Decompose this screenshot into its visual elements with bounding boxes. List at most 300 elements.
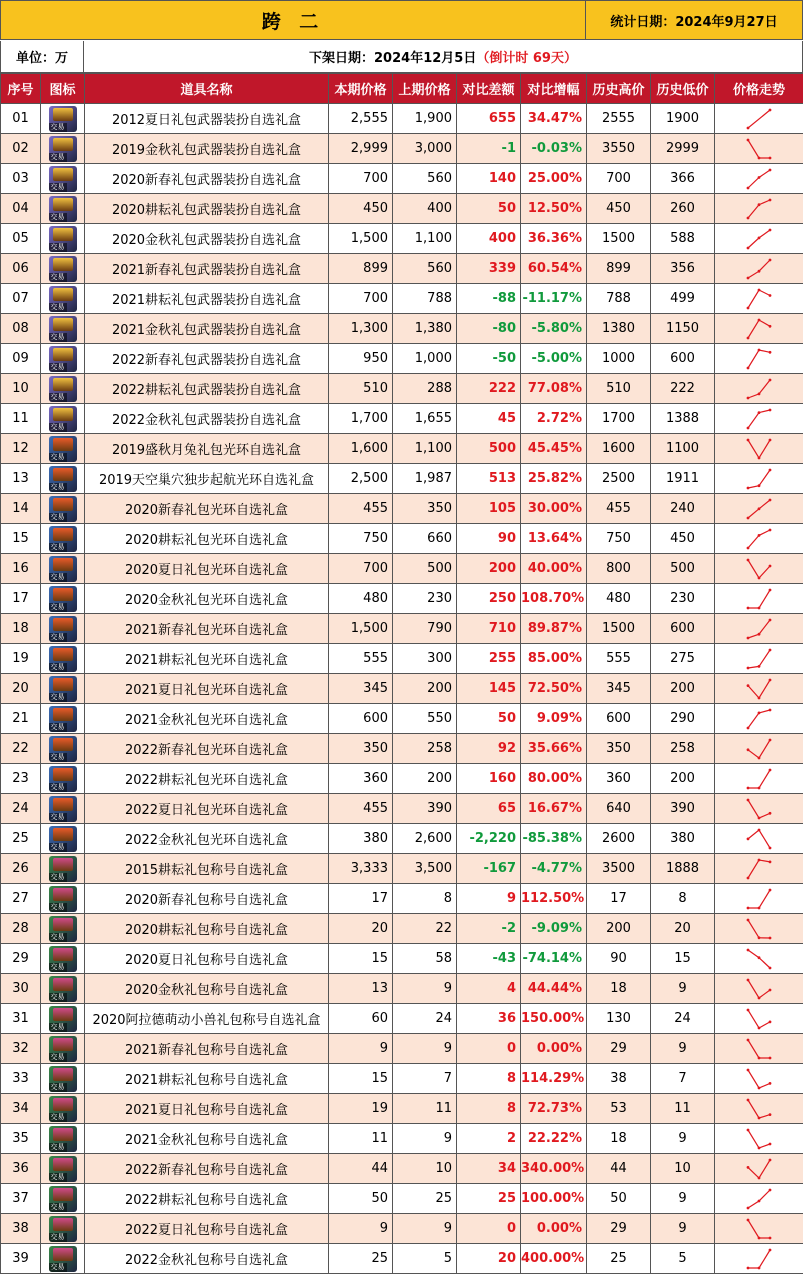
current-price: 700 xyxy=(329,164,393,194)
trade-tag: 交易 xyxy=(50,423,65,431)
current-price: 60 xyxy=(329,1004,393,1034)
sparkline-point xyxy=(747,1206,750,1209)
price-change-pct: -9.09% xyxy=(521,914,587,944)
price-trend xyxy=(715,1214,803,1244)
trade-tag: 交易 xyxy=(50,1053,65,1061)
previous-price: 22 xyxy=(393,914,457,944)
sparkline-line xyxy=(748,140,770,158)
price-difference: 2 xyxy=(457,1124,521,1154)
sparkline-point xyxy=(769,1020,772,1023)
sparkline-point xyxy=(747,516,750,519)
weapon-gift-icon xyxy=(49,226,77,252)
sparkline xyxy=(744,856,774,882)
previous-price: 10 xyxy=(393,1154,457,1184)
trade-tag: 交易 xyxy=(50,1173,65,1181)
sparkline-point xyxy=(758,156,761,159)
price-change-pct: 150.00% xyxy=(521,1004,587,1034)
sparkline-point xyxy=(758,936,761,939)
trade-tag: 交易 xyxy=(50,693,65,701)
trade-tag: 交易 xyxy=(50,453,65,461)
price-difference: 140 xyxy=(457,164,521,194)
history-high: 25 xyxy=(587,1244,651,1274)
trade-tag: 交易 xyxy=(50,183,65,191)
previous-price: 1,987 xyxy=(393,464,457,494)
item-name: 2022夏日礼包光环自选礼盒 xyxy=(85,794,329,824)
item-icon xyxy=(41,464,85,494)
col-current-price: 本期价格 xyxy=(329,74,393,104)
row-number: 11 xyxy=(1,404,41,434)
price-change-pct: 34.47% xyxy=(521,104,587,134)
gift-box-glyph xyxy=(53,378,73,391)
sparkline-line xyxy=(748,590,770,608)
gift-box-glyph xyxy=(53,1008,73,1021)
item-name: 2020金秋礼包称号自选礼盒 xyxy=(85,974,329,1004)
price-trend xyxy=(715,494,803,524)
trade-tag: 交易 xyxy=(50,393,65,401)
previous-price: 1,000 xyxy=(393,344,457,374)
price-trend xyxy=(715,584,803,614)
item-icon xyxy=(41,404,85,434)
price-difference: 655 xyxy=(457,104,521,134)
trade-tag: 交易 xyxy=(50,543,65,551)
price-change-pct: -11.17% xyxy=(521,284,587,314)
aura-gift-icon xyxy=(49,706,77,732)
sparkline-point xyxy=(758,996,761,999)
previous-price: 660 xyxy=(393,524,457,554)
gift-box-glyph xyxy=(53,498,73,511)
previous-price: 400 xyxy=(393,194,457,224)
gift-box-glyph xyxy=(53,738,73,751)
table-row xyxy=(1,674,803,704)
trade-tag: 交易 xyxy=(50,1263,65,1271)
item-icon xyxy=(41,554,85,584)
gift-box-glyph xyxy=(53,198,73,211)
sparkline-point xyxy=(747,1166,750,1169)
aura-gift-icon xyxy=(49,586,77,612)
aura-gift-icon xyxy=(49,436,77,462)
price-trend xyxy=(715,1004,803,1034)
price-trend xyxy=(715,344,803,374)
sparkline-point xyxy=(758,632,761,635)
previous-price: 1,655 xyxy=(393,404,457,434)
sparkline-point xyxy=(747,486,750,489)
history-low: 275 xyxy=(651,644,715,674)
item-name: 2021耕耘礼包武器装扮自选礼盒 xyxy=(85,284,329,314)
sparkline-point xyxy=(747,978,750,981)
table-row xyxy=(1,974,803,1004)
sparkline-line xyxy=(748,1040,770,1058)
price-change-pct: -5.00% xyxy=(521,344,587,374)
current-price: 1,300 xyxy=(329,314,393,344)
item-name: 2021耕耘礼包称号自选礼盒 xyxy=(85,1064,329,1094)
price-trend xyxy=(715,464,803,494)
row-number: 21 xyxy=(1,704,41,734)
sparkline-point xyxy=(758,665,761,668)
trade-tag: 交易 xyxy=(50,213,65,221)
history-high: 90 xyxy=(587,944,651,974)
previous-price: 350 xyxy=(393,494,457,524)
sparkline-line xyxy=(748,200,770,218)
sparkline-point xyxy=(747,1038,750,1041)
sparkline-point xyxy=(758,484,761,487)
current-price: 480 xyxy=(329,584,393,614)
sparkline-line xyxy=(748,800,770,818)
sparkline-point xyxy=(769,498,772,501)
price-change-pct: 40.00% xyxy=(521,554,587,584)
sparkline-point xyxy=(769,294,772,297)
history-low: 1388 xyxy=(651,404,715,434)
price-change-pct: 400.00% xyxy=(521,1244,587,1274)
history-high: 29 xyxy=(587,1034,651,1064)
history-high: 3550 xyxy=(587,134,651,164)
history-low: 200 xyxy=(651,674,715,704)
row-number: 15 xyxy=(1,524,41,554)
price-change-pct: -0.03% xyxy=(521,134,587,164)
table-row xyxy=(1,524,803,554)
gift-box-glyph xyxy=(53,558,73,571)
sparkline xyxy=(744,646,774,672)
col-icon: 图标 xyxy=(41,74,85,104)
item-icon xyxy=(41,734,85,764)
sparkline-point xyxy=(769,811,772,814)
history-low: 1888 xyxy=(651,854,715,884)
history-high: 29 xyxy=(587,1214,651,1244)
trade-tag: 交易 xyxy=(50,1083,65,1091)
current-price: 19 xyxy=(329,1094,393,1124)
sparkline-line xyxy=(748,530,770,548)
sparkline-point xyxy=(747,1266,750,1269)
previous-price: 24 xyxy=(393,1004,457,1034)
sparkline-point xyxy=(747,666,750,669)
history-high: 510 xyxy=(587,374,651,404)
gift-box-glyph xyxy=(53,108,73,121)
weapon-gift-icon xyxy=(49,196,77,222)
sparkline-point xyxy=(747,1068,750,1071)
trade-tag: 交易 xyxy=(50,993,65,1001)
price-trend xyxy=(715,734,803,764)
sparkline-point xyxy=(769,258,772,261)
item-icon xyxy=(41,524,85,554)
row-number: 28 xyxy=(1,914,41,944)
weapon-gift-icon xyxy=(49,406,77,432)
table-row xyxy=(1,494,803,524)
history-high: 1700 xyxy=(587,404,651,434)
table-row xyxy=(1,314,803,344)
previous-price: 560 xyxy=(393,254,457,284)
item-name: 2021夏日礼包称号自选礼盒 xyxy=(85,1094,329,1124)
history-low: 20 xyxy=(651,914,715,944)
trade-tag: 交易 xyxy=(50,1143,65,1151)
gift-box-glyph xyxy=(53,528,73,541)
price-change-pct: 77.08% xyxy=(521,374,587,404)
history-low: 15 xyxy=(651,944,715,974)
current-price: 600 xyxy=(329,704,393,734)
previous-price: 9 xyxy=(393,1214,457,1244)
item-name: 2022金秋礼包光环自选礼盒 xyxy=(85,824,329,854)
gift-box-glyph xyxy=(53,918,73,931)
history-high: 200 xyxy=(587,914,651,944)
item-name: 2020新春礼包武器装扮自选礼盒 xyxy=(85,164,329,194)
aura-gift-icon xyxy=(49,736,77,762)
sparkline-point xyxy=(769,966,772,969)
history-low: 230 xyxy=(651,584,715,614)
item-icon xyxy=(41,854,85,884)
aura-gift-icon xyxy=(49,526,77,552)
price-difference: -1 xyxy=(457,134,521,164)
sparkline-point xyxy=(747,876,750,879)
sparkline-point xyxy=(758,1236,761,1239)
previous-price: 300 xyxy=(393,644,457,674)
sparkline-point xyxy=(758,828,761,831)
history-low: 240 xyxy=(651,494,715,524)
price-difference: -50 xyxy=(457,344,521,374)
history-high: 17 xyxy=(587,884,651,914)
trade-tag: 交易 xyxy=(50,633,65,641)
history-low: 290 xyxy=(651,704,715,734)
sparkline xyxy=(744,616,774,642)
sparkline xyxy=(744,106,774,132)
gift-box-glyph xyxy=(53,1128,73,1141)
sparkline-line xyxy=(748,770,770,788)
col-no: 序号 xyxy=(1,74,41,104)
item-icon xyxy=(41,254,85,284)
sparkline-line xyxy=(748,1070,770,1088)
history-low: 5 xyxy=(651,1244,715,1274)
trade-tag: 交易 xyxy=(50,333,65,341)
sparkline-line xyxy=(748,1220,770,1238)
sparkline-point xyxy=(758,318,761,321)
price-change-pct: 85.00% xyxy=(521,644,587,674)
sparkline-point xyxy=(747,1008,750,1011)
previous-price: 200 xyxy=(393,674,457,704)
sparkline-point xyxy=(758,956,761,959)
current-price: 15 xyxy=(329,944,393,974)
row-number: 30 xyxy=(1,974,41,1004)
price-difference: -43 xyxy=(457,944,521,974)
row-number: 01 xyxy=(1,104,41,134)
previous-price: 1,900 xyxy=(393,104,457,134)
item-name: 2021金秋礼包称号自选礼盒 xyxy=(85,1124,329,1154)
row-number: 25 xyxy=(1,824,41,854)
aura-gift-icon xyxy=(49,646,77,672)
history-high: 130 xyxy=(587,1004,651,1034)
table-row xyxy=(1,614,803,644)
row-number: 04 xyxy=(1,194,41,224)
sparkline-line xyxy=(748,1100,770,1118)
price-change-pct: 35.66% xyxy=(521,734,587,764)
item-icon xyxy=(41,974,85,1004)
table-row xyxy=(1,914,803,944)
history-low: 1911 xyxy=(651,464,715,494)
aura-gift-icon xyxy=(49,556,77,582)
price-trend xyxy=(715,824,803,854)
countdown-text: （倒计时 69天） xyxy=(476,51,577,66)
price-change-pct: 13.64% xyxy=(521,524,587,554)
offsale-date xyxy=(84,41,803,73)
title-gift-icon xyxy=(49,946,77,972)
sparkline-line xyxy=(748,260,770,278)
gift-box-glyph xyxy=(53,588,73,601)
sparkline-point xyxy=(769,156,772,159)
history-high: 18 xyxy=(587,1124,651,1154)
current-price: 455 xyxy=(329,794,393,824)
price-trend xyxy=(715,554,803,584)
sparkline xyxy=(744,406,774,432)
price-trend xyxy=(715,254,803,284)
gift-box-glyph xyxy=(53,798,73,811)
col-previous-price: 上期价格 xyxy=(393,74,457,104)
history-high: 1500 xyxy=(587,614,651,644)
price-change-pct: 25.00% xyxy=(521,164,587,194)
gift-box-glyph xyxy=(53,1248,73,1261)
item-name: 2022金秋礼包武器装扮自选礼盒 xyxy=(85,404,329,434)
item-icon xyxy=(41,224,85,254)
sparkline-point xyxy=(769,378,772,381)
row-number: 38 xyxy=(1,1214,41,1244)
history-low: 7 xyxy=(651,1064,715,1094)
price-difference: 513 xyxy=(457,464,521,494)
trade-tag: 交易 xyxy=(50,843,65,851)
offsale-date-text: 下架日期：2024年12月5日 xyxy=(309,51,477,66)
table-row xyxy=(1,254,803,284)
sparkline-point xyxy=(758,1266,761,1269)
previous-price: 9 xyxy=(393,1124,457,1154)
price-difference: -80 xyxy=(457,314,521,344)
sparkline-point xyxy=(747,606,750,609)
sparkline-point xyxy=(747,546,750,549)
item-icon xyxy=(41,824,85,854)
title-gift-icon xyxy=(49,1036,77,1062)
sparkline-point xyxy=(758,906,761,909)
history-high: 455 xyxy=(587,494,651,524)
row-number: 20 xyxy=(1,674,41,704)
table-row xyxy=(1,764,803,794)
trade-tag: 交易 xyxy=(50,1023,65,1031)
header-bar xyxy=(0,0,803,41)
sparkline-line xyxy=(748,890,770,908)
row-number: 35 xyxy=(1,1124,41,1154)
sparkline-line xyxy=(748,1010,770,1028)
trade-tag: 交易 xyxy=(50,243,65,251)
sparkline-point xyxy=(758,816,761,819)
row-number: 27 xyxy=(1,884,41,914)
price-trend xyxy=(715,1184,803,1214)
history-low: 499 xyxy=(651,284,715,314)
row-number: 17 xyxy=(1,584,41,614)
sparkline-point xyxy=(758,1146,761,1149)
item-name: 2015耕耘礼包称号自选礼盒 xyxy=(85,854,329,884)
history-low: 200 xyxy=(651,764,715,794)
sparkline xyxy=(744,976,774,1002)
price-change-pct: 108.70% xyxy=(521,584,587,614)
sparkline xyxy=(744,196,774,222)
col-history-high: 历史高价 xyxy=(587,74,651,104)
table-row xyxy=(1,1154,803,1184)
previous-price: 560 xyxy=(393,164,457,194)
current-price: 2,999 xyxy=(329,134,393,164)
item-name: 2022新春礼包光环自选礼盒 xyxy=(85,734,329,764)
history-high: 345 xyxy=(587,674,651,704)
history-low: 600 xyxy=(651,614,715,644)
current-price: 2,555 xyxy=(329,104,393,134)
title-gift-icon xyxy=(49,916,77,942)
sparkline xyxy=(744,136,774,162)
history-low: 9 xyxy=(651,1214,715,1244)
item-name: 2021金秋礼包光环自选礼盒 xyxy=(85,704,329,734)
row-number: 19 xyxy=(1,644,41,674)
item-icon xyxy=(41,674,85,704)
sparkline-line xyxy=(748,1160,770,1178)
history-low: 222 xyxy=(651,374,715,404)
current-price: 44 xyxy=(329,1154,393,1184)
gift-box-glyph xyxy=(53,858,73,871)
price-trend xyxy=(715,854,803,884)
table-row xyxy=(1,224,803,254)
row-number: 39 xyxy=(1,1244,41,1274)
sparkline-point xyxy=(747,906,750,909)
trade-tag: 交易 xyxy=(50,483,65,491)
previous-price: 11 xyxy=(393,1094,457,1124)
sparkline xyxy=(744,916,774,942)
history-low: 380 xyxy=(651,824,715,854)
sparkline-point xyxy=(769,888,772,891)
item-name: 2022耕耘礼包武器装扮自选礼盒 xyxy=(85,374,329,404)
history-high: 800 xyxy=(587,554,651,584)
sparkline-point xyxy=(769,1236,772,1239)
history-low: 390 xyxy=(651,794,715,824)
previous-price: 3,000 xyxy=(393,134,457,164)
sparkline xyxy=(744,316,774,342)
gift-box-glyph xyxy=(53,138,73,151)
current-price: 700 xyxy=(329,554,393,584)
gift-box-glyph xyxy=(53,828,73,841)
table-row xyxy=(1,464,803,494)
row-number: 05 xyxy=(1,224,41,254)
history-high: 38 xyxy=(587,1064,651,1094)
price-difference: 92 xyxy=(457,734,521,764)
previous-price: 390 xyxy=(393,794,457,824)
history-high: 1600 xyxy=(587,434,651,464)
sparkline-point xyxy=(769,564,772,567)
trade-tag: 交易 xyxy=(50,573,65,581)
current-price: 3,333 xyxy=(329,854,393,884)
row-number: 32 xyxy=(1,1034,41,1064)
sparkline xyxy=(744,1096,774,1122)
previous-price: 230 xyxy=(393,584,457,614)
current-price: 50 xyxy=(329,1184,393,1214)
price-change-pct: 12.50% xyxy=(521,194,587,224)
sparkline xyxy=(744,796,774,822)
sparkline-point xyxy=(769,1248,772,1251)
sparkline-point xyxy=(758,1026,761,1029)
price-change-pct: 340.00% xyxy=(521,1154,587,1184)
item-name: 2021夏日礼包光环自选礼盒 xyxy=(85,674,329,704)
sparkline-point xyxy=(769,228,772,231)
item-icon xyxy=(41,1034,85,1064)
previous-price: 9 xyxy=(393,1034,457,1064)
history-low: 1150 xyxy=(651,314,715,344)
sparkline-line xyxy=(748,830,770,848)
col-difference: 对比差额 xyxy=(457,74,521,104)
history-low: 9 xyxy=(651,1034,715,1064)
current-price: 13 xyxy=(329,974,393,1004)
history-low: 600 xyxy=(651,344,715,374)
sparkline-point xyxy=(758,456,761,459)
sparkline-line xyxy=(748,110,770,128)
history-high: 1380 xyxy=(587,314,651,344)
title-gift-icon xyxy=(49,1006,77,1032)
sparkline-point xyxy=(747,948,750,951)
